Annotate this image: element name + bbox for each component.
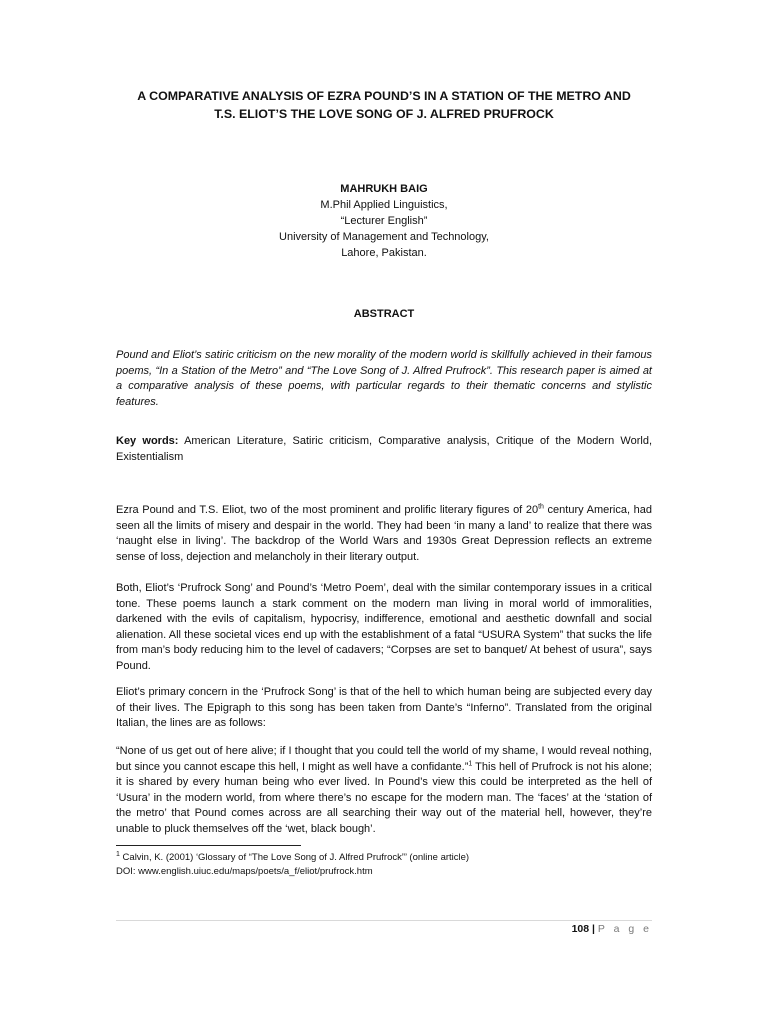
page-number: 108	[571, 923, 590, 935]
title-line-1: A COMPARATIVE ANALYSIS OF EZRA POUND’S IN A STATION OF THE METRO AND	[137, 89, 631, 103]
paragraph-2: Both, Eliot’s ‘Prufrock Song’ and Pound’s ‘Metro Poem’, deal with the similar contemporary issues in a critical tone. These poems launch a stark comment on the modern man living in moral world of immoralities, darkened with the evils of capitalism, hypocrisy, indifference, emotional and aesthetic downfall and social alienation. All these societal vices end up with the establishment of a fatal “USURA System” that sucks the life from man’s body reducing him to the level of cadavers; “Corpses are set to banquet/ At behest of usura”, says Pound.	[116, 582, 652, 672]
paragraph-4	[116, 744, 652, 838]
ordinal-superscript: th	[538, 503, 544, 511]
author-institution: University of Management and Technology,	[279, 231, 489, 243]
title-line-2: T.S. ELIOT’S THE LOVE SONG OF J. ALFRED PRUFROCK	[214, 107, 554, 121]
page-separator: |	[589, 923, 598, 935]
footnote	[116, 851, 652, 879]
footnote-citation: Calvin, K. (2001) ‘Glossary of “The Love Song of J. Alfred Prufrock”’ (online article)	[119, 852, 470, 863]
author-position: “Lecturer English”	[340, 215, 428, 227]
abstract-heading: ABSTRACT	[353, 308, 415, 320]
footnote-marker: 1	[116, 850, 120, 858]
footnote-separator	[116, 845, 301, 846]
author-degree: M.Phil Applied Linguistics,	[320, 199, 448, 211]
paragraph-1-text-b: century America, had seen all the limits of misery and despair in the world. They had been ‘in many a land’ to realize that there was ‘naught else in living’. The backdrop of the World Wars and 1930s Great Depression reflects an extreme sense of loss, dejection and melancholy in their literary output.	[116, 504, 652, 563]
footnote-reference: 1	[468, 759, 473, 767]
paragraph-4-text-b: This hell of Prufrock is not his alone; it is shared by every human being who ever lived. In Pound’s view this could be interpreted as the hell of ‘Usura’ in the modern world, from where there’s no escape for the modern man. The ‘faces’ at the ‘station of the metro’ that Pound comes across are all searching their way out of the material hell, however, they’re unable to pluck themselves off the ‘wet, black bough’.	[116, 760, 652, 835]
keywords-text: American Literature, Satiric criticism, Comparative analysis, Critique of the Modern World, Existentialism	[116, 435, 653, 463]
keywords-label: Key words:	[116, 435, 179, 447]
footnote-line-1	[116, 851, 652, 865]
paragraph-3: Eliot’s primary concern in the ‘Prufrock Song’ is that of the hell to which human being are subjected every day of their lives. The Epigraph to this song has been taken from Dante’s “Inferno”. Translated from the original Italian, the lines are as follows:	[116, 686, 652, 730]
author-name: MAHRUKH BAIG	[340, 183, 428, 195]
keywords	[116, 434, 652, 465]
author-location: Lahore, Pakistan.	[341, 247, 427, 259]
page-footer	[572, 923, 652, 935]
page-label: P a g e	[597, 923, 652, 935]
paragraph-1	[116, 503, 652, 565]
paragraph-4-text-a: “None of us get out of here alive; if I thought that you could tell the world of my shame, I would reveal nothing, but since you cannot escape this hell, I might as well have a confidante.”	[116, 745, 652, 773]
footer-separator	[116, 920, 652, 921]
paragraph-1-text-a: Ezra Pound and T.S. Eliot, two of the most prominent and prolific literary figures of 20	[116, 504, 539, 516]
abstract-text: Pound and Eliot’s satiric criticism on the new morality of the modern world is skillfully achieved in their famous poems, “In a Station of the Metro” and “The Love Song of J. Alfred Prufrock”. This research paper is aimed at a comparative analysis of these poems, with particular regards to their thematic concerns and stylistic features.	[116, 349, 652, 408]
paper-title	[100, 87, 668, 123]
footnote-doi: DOI: www.english.uiuc.edu/maps/poets/a_f/eliot/prufrock.htm	[116, 866, 373, 877]
author-block	[150, 181, 618, 261]
